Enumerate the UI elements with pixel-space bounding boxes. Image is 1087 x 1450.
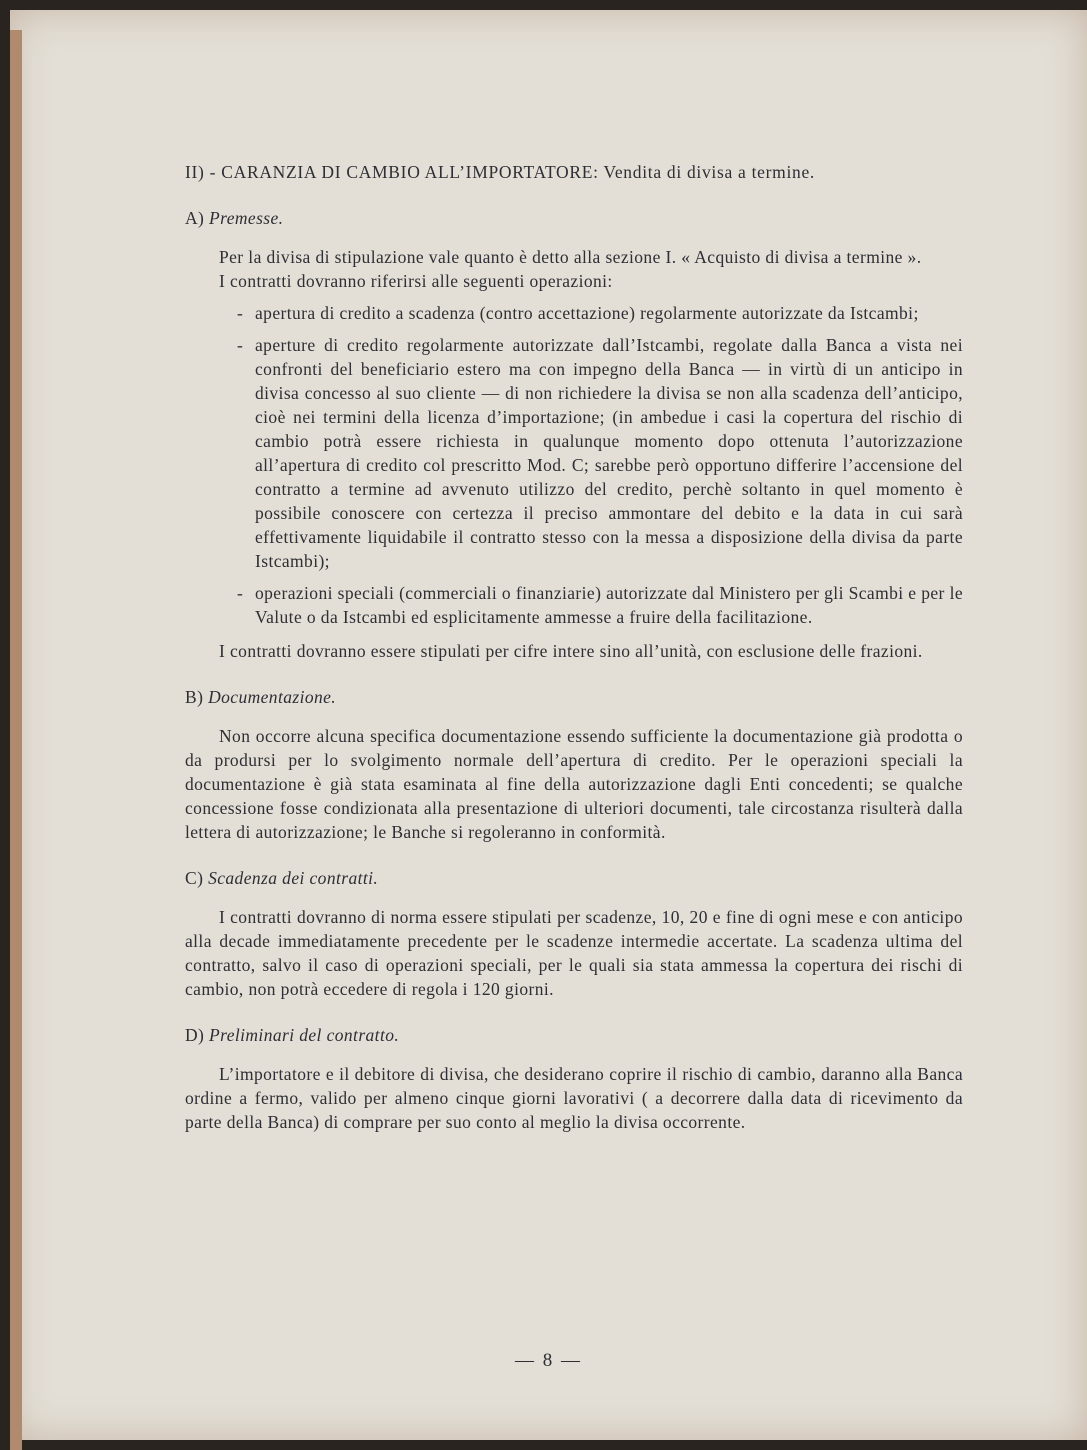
section-c-heading: [185, 866, 963, 890]
list-dash: -: [237, 335, 244, 355]
section-d-title: Preliminari del contratto.: [209, 1025, 400, 1045]
section-a-paragraph-1: Per la divisa di stipulazione vale quanto è detto alla sezione I. « Acquisto di divisa a termine ».: [219, 247, 922, 267]
document-title: II) - CARANZIA DI CAMBIO ALL’IMPORTATORE: Vendita di divisa a termine.: [185, 162, 816, 182]
section-d-letter: D): [185, 1025, 205, 1045]
operations-list: [185, 301, 963, 629]
section-a-paragraph-3: I contratti dovranno essere stipulati per cifre intere sino all’unità, con esclusione delle frazioni.: [219, 641, 923, 661]
list-item-text: aperture di credito regolarmente autorizzate dall’Istcambi, regolate dalla Banca a vista nei confronti del beneficiario estero ma con impegno della Banca — in virtù di un anticipo in divisa concesso al suo cliente — di non richiedere la divisa se non alla scadenza dell’anticipo, cioè nei termini della licenza d’importazione; (in ambedue i casi la copertura del rischio di cambio potrà essere richiesta in qualunque momento dopo ottenuta l’autorizzazione all’apertura di credito col prescritto Mod. C; sarebbe però opportuno differire l’accensione del contratto a termine ad avvenuto utilizzo del credito, perchè soltanto in quel momento è possibile conoscere con certezza il preciso ammontare del debito e la data in cui sarà effettivamente liquidabile il contratto stesso con la messa a disposizione della divisa da parte Istcambi);: [255, 335, 963, 571]
page-edge: [10, 30, 22, 1450]
list-item: [185, 581, 963, 629]
list-item-text: apertura di credito a scadenza (contro accettazione) regolarmente autorizzate da Istcambi;: [255, 303, 919, 323]
section-a-title: Premesse.: [209, 208, 284, 228]
section-b-paragraph-1: Non occorre alcuna specifica documentazione essendo sufficiente la documentazione già prodotta o da prodursi per lo svolgimento normale dell’apertura di credito. Per le operazioni speciali la documentazione è già stata esaminata al fine della autorizzazione dagli Enti concedenti; se qualche concessione fosse condizionata alla presentazione di ulteriori documenti, tale circostanza risulterà dalla lettera di autorizzazione; le Banche si regoleranno in conformità.: [185, 726, 963, 842]
section-d-paragraph-1: L’importatore e il debitore di divisa, che desiderano coprire il rischio di cambio, daranno alla Banca ordine a fermo, valido per almeno cinque giorni lavorativi ( a decorrere dalla data di ricevimento da parte della Banca) di comprare per suo conto al meglio la divisa occorrente.: [185, 1064, 963, 1132]
section-c-letter: C): [185, 868, 204, 888]
section-b-letter: B): [185, 687, 204, 707]
section-c-title: Scadenza dei contratti.: [208, 868, 379, 888]
document-page: [10, 10, 1087, 1440]
section-c-paragraph-1: I contratti dovranno di norma essere stipulati per scadenze, 10, 20 e fine di ogni mese e con anticipo alla decade immediatamente precedente per le scadenze intermedie accertate. La scadenza ultima del contratto, salvo il caso di operazioni speciali, per le quali sia stata ammessa la copertura dei rischi di cambio, non potrà eccedere di regola i 120 giorni.: [185, 907, 963, 999]
list-item: [185, 301, 963, 325]
section-a-paragraph-2: I contratti dovranno riferirsi alle seguenti operazioni:: [219, 271, 613, 291]
section-a-heading: [185, 206, 963, 230]
page-number: — 8 —: [515, 1350, 582, 1371]
section-b-heading: [185, 685, 963, 709]
list-dash: -: [237, 583, 244, 603]
section-a-letter: A): [185, 208, 205, 228]
page-content: [185, 160, 963, 1134]
section-d-heading: [185, 1023, 963, 1047]
section-b-title: Documentazione.: [208, 687, 337, 707]
list-dash: -: [237, 303, 244, 323]
list-item-text: operazioni speciali (commerciali o finanziarie) autorizzate dal Ministero per gli Scambi e per le Valute o da Istcambi ed esplicitamente ammesse a fruire della facilitazione.: [255, 583, 963, 627]
list-item: [185, 333, 963, 573]
